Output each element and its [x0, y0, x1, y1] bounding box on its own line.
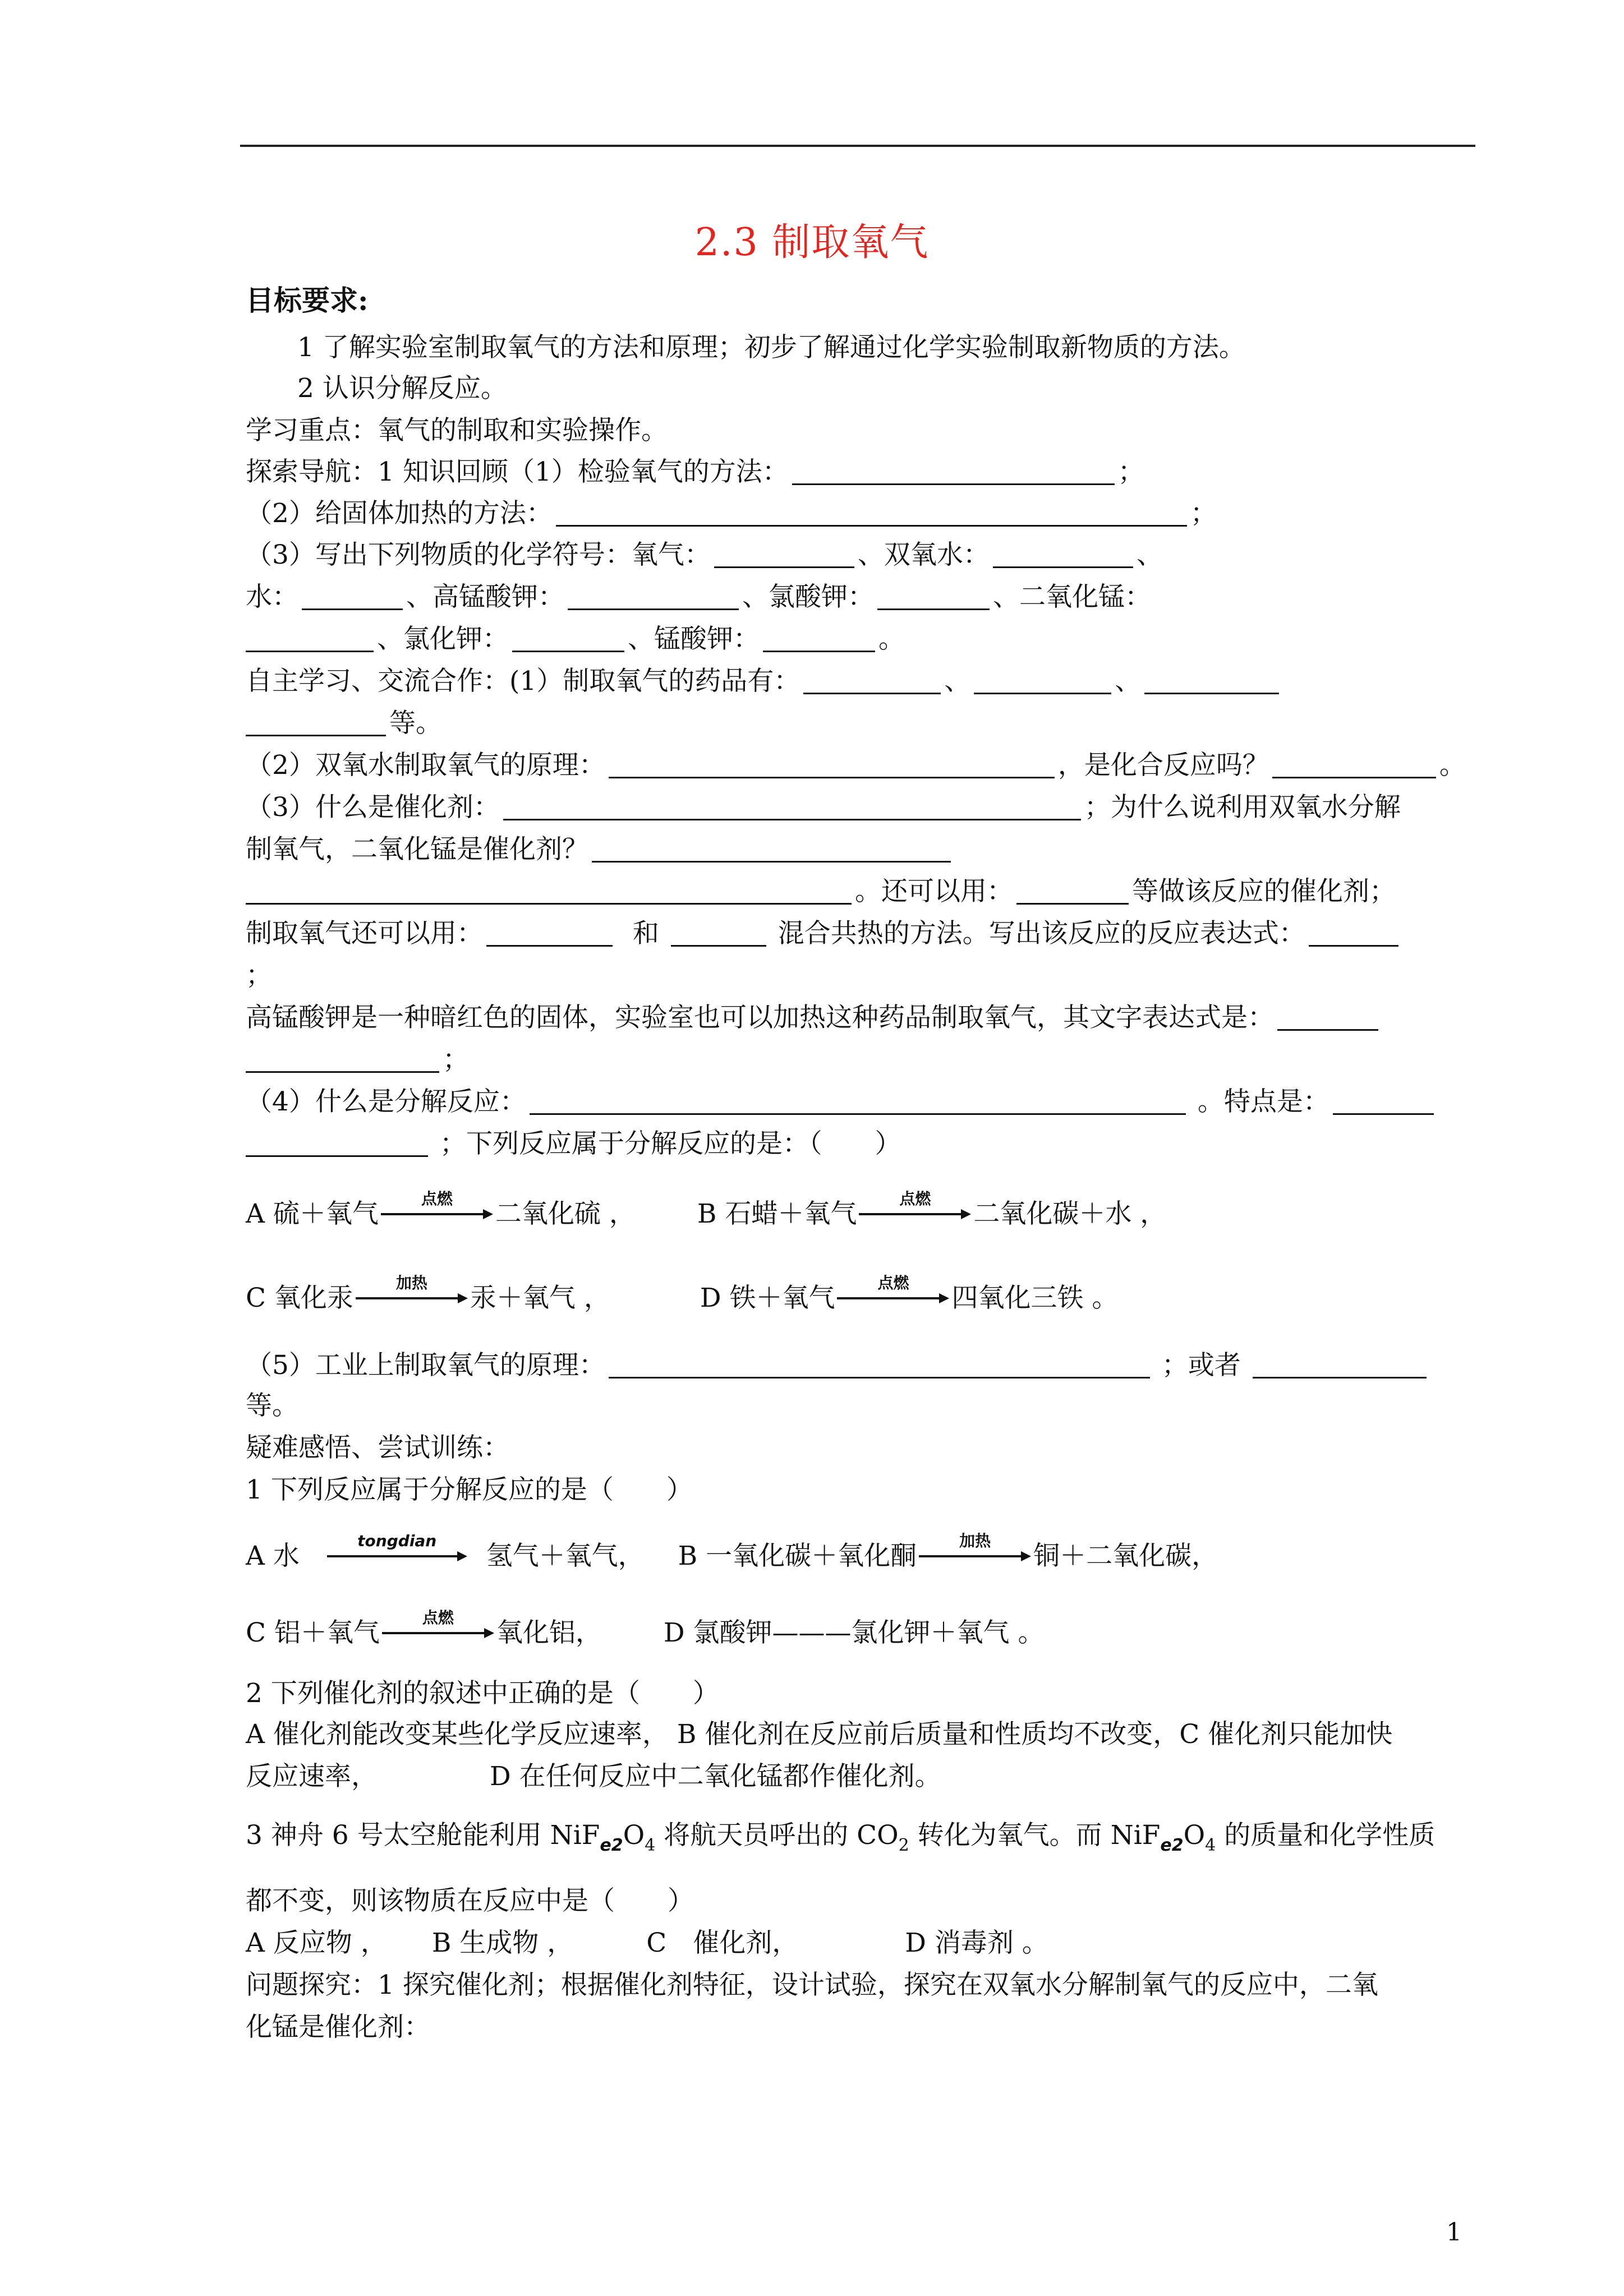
answer-blank[interactable] [1272, 752, 1436, 778]
answer-blank[interactable] [1144, 668, 1279, 694]
q3-line-5: ； [246, 960, 272, 991]
answer-blank[interactable] [1333, 1089, 1434, 1115]
focus-line: 学习重点：氧气的制取和实验操作。 [246, 415, 668, 446]
train-q3: 3 神舟 6 号太空舱能利用 $NiF_{e2}O_4$ 将航天员呼出的 $CO_2$ 转化为氧气。而 $NiF_{e2}O_4$ 的质量和化学性质 [246, 1820, 1436, 1855]
inquiry-line-1: 问题探究：1 探究催化剂；根据催化剂特征，设计试验，探究在双氧水分解制氧气的反应中，二氧 [246, 1970, 1378, 2000]
reaction-arrow: 点燃 [382, 1613, 494, 1647]
page-title: 2.3 制取氧气 [694, 220, 930, 265]
q2-line: （2）双氧水制取氧气的原理： ，是化合反应吗？ 。 [246, 750, 1466, 781]
answer-blank[interactable] [530, 1089, 1186, 1115]
train-q1-ab: A 水 tongdian 氢气＋氧气， B 一氧化碳＋氧化酮 加热 铜＋二氧化碳， [246, 1532, 1218, 1571]
train-q2-b: 反应速率， D 在任何反应中二氧化锰都作催化剂。 [246, 1761, 941, 1792]
train-q3-b: 都不变，则该物质在反应中是（ ） [246, 1885, 694, 1916]
answer-blank[interactable] [486, 920, 613, 947]
answer-blank[interactable] [1253, 1352, 1427, 1378]
answer-blank[interactable] [246, 878, 852, 905]
answer-blank[interactable] [974, 668, 1111, 694]
answer-blank[interactable] [1016, 878, 1129, 905]
options-row-ab: A 硫＋氧气 点燃 二氧化硫 ， B 石蜡＋氧气 点燃 二氧化碳＋水 ， [246, 1190, 1167, 1229]
reaction-arrow: 点燃 [381, 1195, 493, 1228]
answer-blank[interactable] [1277, 1004, 1378, 1031]
answer-blank[interactable] [877, 584, 990, 610]
train-q2: 2 下列催化剂的叙述中正确的是（ ） [246, 1678, 719, 1709]
q4-line-2: ；下列反应属于分解反应的是：（ ） [246, 1127, 901, 1161]
answer-blank[interactable] [803, 668, 941, 694]
answer-blank[interactable] [993, 542, 1133, 568]
answer-blank[interactable] [302, 584, 403, 610]
training-heading: 疑难感悟、尝试训练： [246, 1432, 509, 1463]
header-rule [240, 145, 1475, 147]
answer-blank[interactable] [246, 626, 374, 652]
options-row-cd: C 氧化汞 加热 汞＋氧气 ， D 铁＋氧气 点燃 四氧化三铁 。 [246, 1274, 1119, 1313]
train-q1-cd: C 铝＋氧气 点燃 氧化铝， D 氯酸钾———氯化钾＋氧气 。 [246, 1608, 1045, 1648]
train-q3-options: A 反应物 ， B 生成物 ， C 催化剂， D 消毒剂 。 [246, 1928, 1048, 1958]
answer-blank[interactable] [512, 626, 624, 652]
self-line-2: 等。 [246, 707, 442, 740]
page-number: 1 [1446, 2218, 1462, 2247]
answer-blank[interactable] [763, 626, 875, 652]
q5-line-1: （5）工业上制取氧气的原理： ；或者 [246, 1349, 1430, 1382]
reaction-arrow: 加热 [356, 1279, 468, 1312]
train-q2-a: A 催化剂能改变某些化学反应速率， B 催化剂在反应前后质量和性质均不改变，C 催化剂只能加快 [246, 1719, 1393, 1750]
nav-line-4: 水： 、高锰酸钾： 、氯酸钾： 、二氧化锰： [246, 582, 1151, 612]
goal-1: 1 了解实验室制取氧气的方法和原理；初步了解通过化学实验制取新物质的方法。 [297, 332, 1245, 363]
q4-line-1: （4）什么是分解反应： 。特点是： [246, 1085, 1437, 1119]
reaction-arrow: 加热 [919, 1537, 1031, 1570]
q3-line-6: 高锰酸钾是一种暗红色的固体，实验室也可以加热这种药品制取氧气，其文字表达式是： [246, 1001, 1382, 1035]
q3-line-3: 。还可以用： 等做该反应的催化剂； [246, 875, 1396, 909]
train-q1: 1 下列反应属于分解反应的是（ ） [246, 1474, 693, 1505]
nav-line-3: （3）写出下列物质的化学符号：氧气： 、双氧水： 、 [246, 540, 1163, 570]
answer-blank[interactable] [1309, 920, 1398, 947]
answer-blank[interactable] [246, 710, 386, 736]
reaction-arrow: 点燃 [859, 1195, 971, 1228]
answer-blank[interactable] [246, 1046, 439, 1073]
answer-blank[interactable] [609, 1352, 1150, 1378]
answer-blank[interactable] [671, 920, 766, 947]
answer-blank[interactable] [246, 1131, 428, 1157]
nav-line-5: 、氯化钾： 、锰酸钾： 。 [246, 623, 905, 656]
inquiry-line-2: 化锰是催化剂： [246, 2012, 430, 2043]
reaction-arrow: tongdian [327, 1537, 467, 1570]
answer-blank[interactable] [503, 794, 1081, 820]
answer-blank[interactable] [592, 836, 951, 863]
answer-blank[interactable] [714, 542, 854, 568]
reaction-arrow: 点燃 [837, 1279, 949, 1312]
q3-line-4: 制取氧气还可以用： 和 混合共热的方法。写出该反应的反应表达式： [246, 917, 1402, 951]
answer-blank[interactable] [609, 752, 1055, 778]
goal-heading: 目标要求: [246, 284, 369, 317]
q5-line-2: 等。 [246, 1390, 298, 1421]
goal-2: 2 认识分解反应。 [297, 373, 507, 404]
q3-line-2: 制氧气，二氧化锰是催化剂？ [246, 833, 954, 866]
self-line-1: 自主学习、交流合作：(1）制取氧气的药品有： 、 、 [246, 665, 1282, 698]
answer-blank[interactable] [556, 500, 1187, 527]
nav-line-1: 探索导航：1 知识回顾（1）检验氧气的方法： ； [246, 457, 1144, 487]
q3-line-1: （3）什么是催化剂： ；为什么说利用双氧水分解 [246, 792, 1401, 823]
q3-line-7: ； [246, 1043, 469, 1077]
nav-line-2: （2）给固体加热的方法： ； [246, 498, 1217, 529]
answer-blank[interactable] [792, 459, 1115, 485]
answer-blank[interactable] [568, 584, 739, 610]
